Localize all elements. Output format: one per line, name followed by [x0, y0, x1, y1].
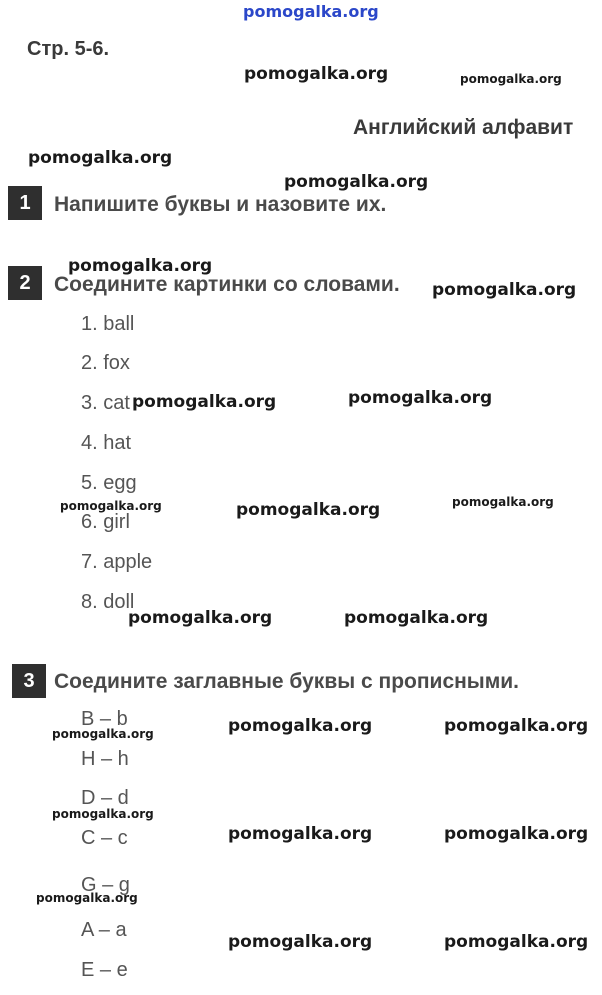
watermark: pomogalka.org: [348, 388, 493, 408]
watermark: pomogalka.org: [52, 807, 154, 821]
watermark: pomogalka.org: [284, 172, 429, 192]
watermark: pomogalka.org: [228, 716, 373, 736]
section-title: Английский алфавит: [353, 116, 574, 139]
task-2-number-badge: 2: [8, 266, 42, 300]
letter-pair: C – c: [81, 827, 128, 849]
page-reference: Стр. 5-6.: [27, 38, 110, 60]
watermark: pomogalka.org: [460, 72, 562, 86]
watermark: pomogalka.org: [432, 280, 577, 300]
watermark: pomogalka.org: [236, 500, 381, 520]
watermark: pomogalka.org: [68, 256, 213, 276]
watermark: pomogalka.org: [128, 608, 273, 628]
word-item: 1. ball: [81, 313, 135, 335]
watermark: pomogalka.org: [444, 932, 589, 952]
word-item: 5. egg: [81, 472, 137, 494]
task-1-text: Напишите буквы и назовите их.: [54, 193, 387, 216]
word-item: 4. hat: [81, 432, 132, 454]
task-2-text: Соедините картинки со словами.: [54, 273, 400, 296]
word-item: 2. fox: [81, 352, 130, 374]
watermark-top: pomogalka.org: [243, 2, 379, 21]
watermark: pomogalka.org: [132, 392, 277, 412]
watermark: pomogalka.org: [36, 891, 138, 905]
watermark: pomogalka.org: [444, 824, 589, 844]
letter-pair: G – g: [81, 874, 130, 896]
watermark: pomogalka.org: [228, 932, 373, 952]
watermark: pomogalka.org: [228, 824, 373, 844]
watermark: pomogalka.org: [60, 499, 162, 513]
watermark: pomogalka.org: [52, 727, 154, 741]
word-item: 7. apple: [81, 551, 153, 573]
task-3-text: Соедините заглавные буквы с прописными.: [54, 670, 520, 693]
task-3-number-badge: 3: [12, 664, 46, 698]
letter-pair: H – h: [81, 748, 129, 770]
watermark: pomogalka.org: [452, 495, 554, 509]
letter-pair: B – b: [81, 708, 128, 730]
watermark: pomogalka.org: [444, 716, 589, 736]
letter-pair: E – e: [81, 959, 128, 981]
word-item: 3. cat: [81, 392, 130, 414]
task-1-number-badge: 1: [8, 186, 42, 220]
watermark: pomogalka.org: [344, 608, 489, 628]
letter-pair: D – d: [81, 787, 129, 809]
letter-pair: A – a: [81, 919, 127, 941]
word-item: 6. girl: [81, 511, 130, 533]
word-item: 8. doll: [81, 591, 135, 613]
watermark: pomogalka.org: [28, 148, 173, 168]
watermark: pomogalka.org: [244, 64, 389, 84]
